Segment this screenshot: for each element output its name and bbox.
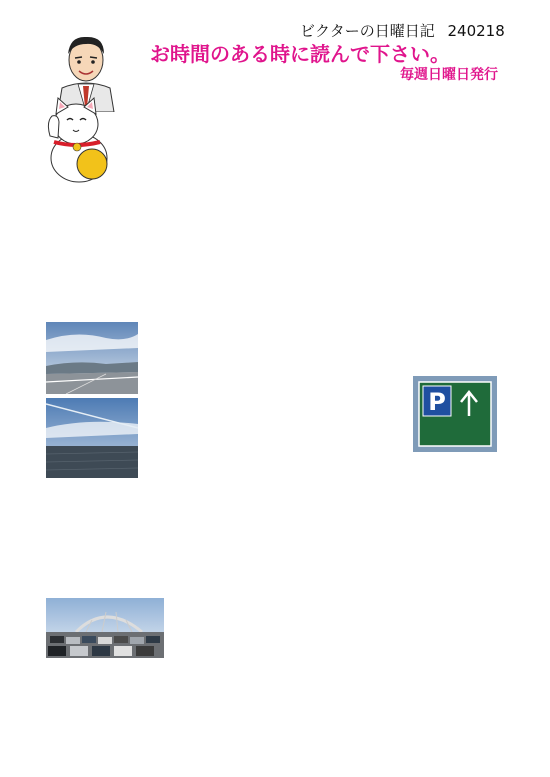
catchphrase: お時間のある時に読んで下さい。 [150,42,450,66]
issue-date: 240218 [447,22,505,40]
photo-bay-view [46,398,138,478]
photo-expressway [46,322,138,394]
weekly-label: 毎週日曜日発行 [400,67,498,83]
photo-parking-lot [46,598,164,658]
diary-title: ビクターの日曜日記 [300,22,435,40]
photo-exit-sign [413,376,497,452]
svg-text:P: P [428,388,446,416]
maneki-neko-icon [40,92,118,184]
